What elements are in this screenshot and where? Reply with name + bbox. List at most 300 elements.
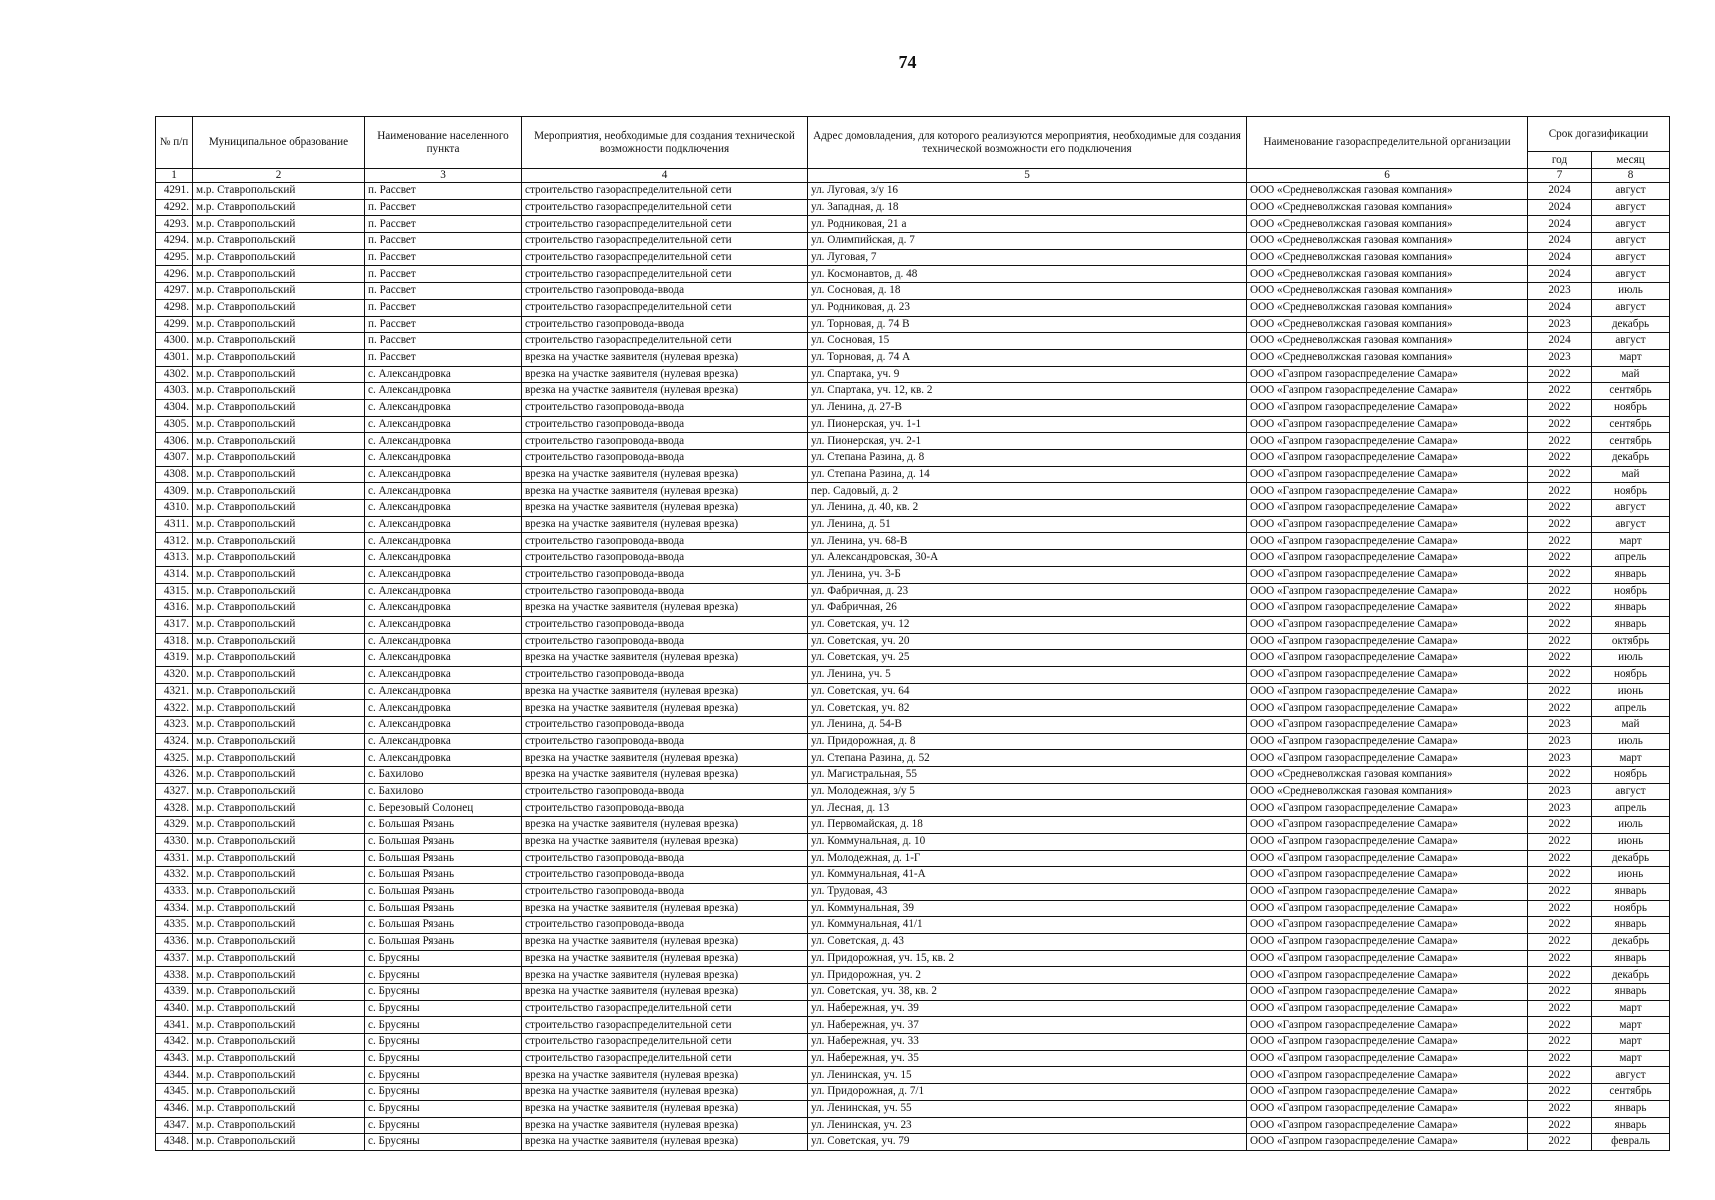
cell-year: 2023 xyxy=(1528,316,1592,333)
cell-municipality: м.р. Ставропольский xyxy=(193,416,365,433)
cell-settlement: с. Брусяны xyxy=(365,950,522,967)
table-row xyxy=(156,900,1670,917)
cell-row-number: 4326. xyxy=(156,767,193,784)
cell-year: 2022 xyxy=(1528,833,1592,850)
cell-row-number: 4313. xyxy=(156,550,193,567)
cell-measure: строительство газопровода-ввода xyxy=(522,433,808,450)
table-row xyxy=(156,566,1670,583)
cell-measure: врезка на участке заявителя (нулевая врезка) xyxy=(522,1084,808,1101)
table-row xyxy=(156,333,1670,350)
cell-row-number: 4328. xyxy=(156,800,193,817)
cell-municipality: м.р. Ставропольский xyxy=(193,450,365,467)
cell-settlement: с. Александровка xyxy=(365,366,522,383)
cell-month: сентябрь xyxy=(1592,1084,1670,1101)
cell-measure: строительство газораспределительной сети xyxy=(522,199,808,216)
cell-measure: строительство газораспределительной сети xyxy=(522,216,808,233)
cell-year: 2023 xyxy=(1528,750,1592,767)
cell-measure: строительство газораспределительной сети xyxy=(522,299,808,316)
cell-municipality: м.р. Ставропольский xyxy=(193,550,365,567)
cell-year: 2022 xyxy=(1528,1117,1592,1134)
table-row xyxy=(156,1050,1670,1067)
cell-year: 2022 xyxy=(1528,1050,1592,1067)
cell-organization: ООО «Газпром газораспределение Самара» xyxy=(1247,917,1528,934)
cell-year: 2022 xyxy=(1528,583,1592,600)
cell-settlement: с. Александровка xyxy=(365,717,522,734)
cell-organization: ООО «Газпром газораспределение Самара» xyxy=(1247,984,1528,1001)
cell-row-number: 4339. xyxy=(156,984,193,1001)
column-number: 8 xyxy=(1592,169,1670,183)
cell-municipality: м.р. Ставропольский xyxy=(193,1034,365,1051)
cell-month: январь xyxy=(1592,984,1670,1001)
cell-municipality: м.р. Ставропольский xyxy=(193,333,365,350)
cell-measure: врезка на участке заявителя (нулевая врезка) xyxy=(522,750,808,767)
cell-year: 2022 xyxy=(1528,1000,1592,1017)
cell-address: ул. Придорожная, уч. 15, кв. 2 xyxy=(808,950,1247,967)
cell-month: август xyxy=(1592,233,1670,250)
cell-row-number: 4293. xyxy=(156,216,193,233)
cell-municipality: м.р. Ставропольский xyxy=(193,366,365,383)
cell-row-number: 4341. xyxy=(156,1017,193,1034)
cell-row-number: 4301. xyxy=(156,349,193,366)
cell-address: ул. Космонавтов, д. 48 xyxy=(808,266,1247,283)
cell-municipality: м.р. Ставропольский xyxy=(193,917,365,934)
cell-measure: строительство газопровода-ввода xyxy=(522,583,808,600)
cell-month: июль xyxy=(1592,733,1670,750)
cell-address: ул. Молодежная, з/у 5 xyxy=(808,783,1247,800)
cell-month: сентябрь xyxy=(1592,416,1670,433)
cell-row-number: 4299. xyxy=(156,316,193,333)
cell-organization: ООО «Газпром газораспределение Самара» xyxy=(1247,867,1528,884)
table-row xyxy=(156,550,1670,567)
column-number-row xyxy=(156,169,1670,183)
cell-month: март xyxy=(1592,533,1670,550)
cell-measure: врезка на участке заявителя (нулевая врезка) xyxy=(522,1117,808,1134)
cell-organization: ООО «Средневолжская газовая компания» xyxy=(1247,349,1528,366)
cell-settlement: с. Александровка xyxy=(365,616,522,633)
cell-month: декабрь xyxy=(1592,967,1670,984)
cell-settlement: с. Александровка xyxy=(365,633,522,650)
cell-month: октябрь xyxy=(1592,633,1670,650)
cell-address: ул. Коммунальная, 39 xyxy=(808,900,1247,917)
cell-address: ул. Сосновая, 15 xyxy=(808,333,1247,350)
cell-row-number: 4295. xyxy=(156,249,193,266)
cell-address: ул. Советская, д. 43 xyxy=(808,933,1247,950)
cell-row-number: 4344. xyxy=(156,1067,193,1084)
cell-settlement: с. Брусяны xyxy=(365,984,522,1001)
cell-organization: ООО «Газпром газораспределение Самара» xyxy=(1247,1117,1528,1134)
cell-row-number: 4306. xyxy=(156,433,193,450)
cell-organization: ООО «Газпром газораспределение Самара» xyxy=(1247,500,1528,517)
table-row xyxy=(156,967,1670,984)
table-row xyxy=(156,266,1670,283)
cell-municipality: м.р. Ставропольский xyxy=(193,933,365,950)
table-row xyxy=(156,500,1670,517)
cell-row-number: 4312. xyxy=(156,533,193,550)
cell-settlement: с. Брусяны xyxy=(365,1050,522,1067)
cell-organization: ООО «Газпром газораспределение Самара» xyxy=(1247,683,1528,700)
cell-address: ул. Ленина, д. 27-В xyxy=(808,399,1247,416)
cell-measure: строительство газораспределительной сети xyxy=(522,249,808,266)
cell-month: январь xyxy=(1592,566,1670,583)
cell-row-number: 4337. xyxy=(156,950,193,967)
cell-organization: ООО «Средневолжская газовая компания» xyxy=(1247,183,1528,200)
cell-year: 2022 xyxy=(1528,450,1592,467)
cell-address: ул. Ленинская, уч. 15 xyxy=(808,1067,1247,1084)
cell-address: ул. Ленина, д. 51 xyxy=(808,516,1247,533)
cell-municipality: м.р. Ставропольский xyxy=(193,1084,365,1101)
table-row xyxy=(156,883,1670,900)
cell-measure: врезка на участке заявителя (нулевая врезка) xyxy=(522,817,808,834)
cell-measure: строительство газопровода-ввода xyxy=(522,717,808,734)
cell-measure: врезка на участке заявителя (нулевая врезка) xyxy=(522,1100,808,1117)
cell-year: 2024 xyxy=(1528,299,1592,316)
cell-organization: ООО «Средневолжская газовая компания» xyxy=(1247,233,1528,250)
cell-municipality: м.р. Ставропольский xyxy=(193,433,365,450)
cell-settlement: с. Александровка xyxy=(365,399,522,416)
cell-row-number: 4310. xyxy=(156,500,193,517)
cell-organization: ООО «Средневолжская газовая компания» xyxy=(1247,299,1528,316)
cell-year: 2022 xyxy=(1528,633,1592,650)
cell-address: ул. Придорожная, д. 8 xyxy=(808,733,1247,750)
cell-address: ул. Придорожная, уч. 2 xyxy=(808,967,1247,984)
cell-month: сентябрь xyxy=(1592,383,1670,400)
cell-measure: строительство газопровода-ввода xyxy=(522,733,808,750)
cell-year: 2022 xyxy=(1528,399,1592,416)
cell-address: ул. Торновая, д. 74 В xyxy=(808,316,1247,333)
table-row xyxy=(156,299,1670,316)
cell-municipality: м.р. Ставропольский xyxy=(193,566,365,583)
table-row xyxy=(156,933,1670,950)
cell-measure: врезка на участке заявителя (нулевая врезка) xyxy=(522,900,808,917)
cell-month: ноябрь xyxy=(1592,583,1670,600)
cell-settlement: с. Брусяны xyxy=(365,1000,522,1017)
cell-row-number: 4320. xyxy=(156,666,193,683)
cell-municipality: м.р. Ставропольский xyxy=(193,1000,365,1017)
table-body xyxy=(156,183,1670,1151)
cell-organization: ООО «Газпром газораспределение Самара» xyxy=(1247,366,1528,383)
cell-year: 2023 xyxy=(1528,283,1592,300)
cell-month: август xyxy=(1592,500,1670,517)
header-year: год xyxy=(1528,152,1592,169)
cell-row-number: 4291. xyxy=(156,183,193,200)
table-row xyxy=(156,750,1670,767)
column-number: 3 xyxy=(365,169,522,183)
table-row xyxy=(156,867,1670,884)
table-row xyxy=(156,950,1670,967)
cell-organization: ООО «Газпром газораспределение Самара» xyxy=(1247,817,1528,834)
cell-settlement: с. Большая Рязань xyxy=(365,867,522,884)
cell-organization: ООО «Газпром газораспределение Самара» xyxy=(1247,750,1528,767)
cell-settlement: с. Александровка xyxy=(365,733,522,750)
table-row xyxy=(156,683,1670,700)
cell-organization: ООО «Газпром газораспределение Самара» xyxy=(1247,850,1528,867)
cell-municipality: м.р. Ставропольский xyxy=(193,733,365,750)
table-row xyxy=(156,1067,1670,1084)
cell-municipality: м.р. Ставропольский xyxy=(193,1017,365,1034)
cell-municipality: м.р. Ставропольский xyxy=(193,750,365,767)
cell-measure: строительство газораспределительной сети xyxy=(522,1000,808,1017)
cell-row-number: 4315. xyxy=(156,583,193,600)
cell-municipality: м.р. Ставропольский xyxy=(193,249,365,266)
cell-address: ул. Придорожная, д. 7/1 xyxy=(808,1084,1247,1101)
cell-municipality: м.р. Ставропольский xyxy=(193,483,365,500)
cell-settlement: с. Александровка xyxy=(365,700,522,717)
cell-settlement: с. Александровка xyxy=(365,550,522,567)
cell-measure: строительство газопровода-ввода xyxy=(522,399,808,416)
cell-month: январь xyxy=(1592,600,1670,617)
cell-organization: ООО «Газпром газораспределение Самара» xyxy=(1247,883,1528,900)
cell-month: ноябрь xyxy=(1592,767,1670,784)
cell-year: 2022 xyxy=(1528,550,1592,567)
cell-organization: ООО «Средневолжская газовая компания» xyxy=(1247,316,1528,333)
cell-municipality: м.р. Ставропольский xyxy=(193,316,365,333)
cell-settlement: п. Рассвет xyxy=(365,216,522,233)
cell-measure: врезка на участке заявителя (нулевая врезка) xyxy=(522,483,808,500)
cell-settlement: с. Александровка xyxy=(365,650,522,667)
cell-year: 2022 xyxy=(1528,383,1592,400)
header-municipality: Муниципальное образование xyxy=(193,117,365,169)
cell-measure: врезка на участке заявителя (нулевая врезка) xyxy=(522,466,808,483)
cell-year: 2022 xyxy=(1528,500,1592,517)
cell-row-number: 4334. xyxy=(156,900,193,917)
cell-municipality: м.р. Ставропольский xyxy=(193,516,365,533)
cell-month: январь xyxy=(1592,950,1670,967)
cell-year: 2022 xyxy=(1528,466,1592,483)
cell-municipality: м.р. Ставропольский xyxy=(193,633,365,650)
cell-month: апрель xyxy=(1592,700,1670,717)
cell-address: ул. Набережная, уч. 35 xyxy=(808,1050,1247,1067)
cell-address: ул. Советская, уч. 12 xyxy=(808,616,1247,633)
cell-measure: строительство газопровода-ввода xyxy=(522,450,808,467)
cell-month: март xyxy=(1592,349,1670,366)
table-row xyxy=(156,600,1670,617)
table-row xyxy=(156,1000,1670,1017)
cell-address: ул. Магистральная, 55 xyxy=(808,767,1247,784)
table-row xyxy=(156,366,1670,383)
cell-settlement: п. Рассвет xyxy=(365,316,522,333)
cell-measure: строительство газораспределительной сети xyxy=(522,1017,808,1034)
cell-measure: врезка на участке заявителя (нулевая врезка) xyxy=(522,833,808,850)
cell-measure: врезка на участке заявителя (нулевая врезка) xyxy=(522,1067,808,1084)
gasification-table xyxy=(155,116,1670,1151)
cell-row-number: 4331. xyxy=(156,850,193,867)
cell-address: ул. Советская, уч. 38, кв. 2 xyxy=(808,984,1247,1001)
cell-address: ул. Коммунальная, 41/1 xyxy=(808,917,1247,934)
cell-settlement: с. Брусяны xyxy=(365,1084,522,1101)
cell-municipality: м.р. Ставропольский xyxy=(193,800,365,817)
cell-organization: ООО «Газпром газораспределение Самара» xyxy=(1247,733,1528,750)
cell-year: 2022 xyxy=(1528,900,1592,917)
cell-municipality: м.р. Ставропольский xyxy=(193,533,365,550)
cell-row-number: 4338. xyxy=(156,967,193,984)
cell-organization: ООО «Газпром газораспределение Самара» xyxy=(1247,1017,1528,1034)
cell-organization: ООО «Газпром газораспределение Самара» xyxy=(1247,1100,1528,1117)
cell-municipality: м.р. Ставропольский xyxy=(193,1050,365,1067)
cell-month: ноябрь xyxy=(1592,666,1670,683)
cell-municipality: м.р. Ставропольский xyxy=(193,183,365,200)
column-number: 4 xyxy=(522,169,808,183)
cell-settlement: с. Бахилово xyxy=(365,783,522,800)
cell-year: 2022 xyxy=(1528,767,1592,784)
cell-settlement: с. Большая Рязань xyxy=(365,883,522,900)
cell-address: ул. Спартака, уч. 9 xyxy=(808,366,1247,383)
cell-address: ул. Западная, д. 18 xyxy=(808,199,1247,216)
cell-address: ул. Коммунальная, д. 10 xyxy=(808,833,1247,850)
table-row xyxy=(156,349,1670,366)
table-row xyxy=(156,533,1670,550)
cell-month: март xyxy=(1592,1034,1670,1051)
header-organization: Наименование газораспределительной организации xyxy=(1247,117,1528,169)
cell-year: 2024 xyxy=(1528,183,1592,200)
cell-row-number: 4319. xyxy=(156,650,193,667)
cell-row-number: 4332. xyxy=(156,867,193,884)
cell-address: ул. Советская, уч. 79 xyxy=(808,1134,1247,1151)
cell-measure: строительство газораспределительной сети xyxy=(522,233,808,250)
cell-municipality: м.р. Ставропольский xyxy=(193,1067,365,1084)
cell-settlement: с. Большая Рязань xyxy=(365,933,522,950)
cell-row-number: 4304. xyxy=(156,399,193,416)
cell-settlement: с. Александровка xyxy=(365,483,522,500)
table-row xyxy=(156,583,1670,600)
cell-year: 2022 xyxy=(1528,1017,1592,1034)
cell-organization: ООО «Средневолжская газовая компания» xyxy=(1247,783,1528,800)
cell-year: 2024 xyxy=(1528,266,1592,283)
table-row xyxy=(156,216,1670,233)
cell-measure: строительство газопровода-ввода xyxy=(522,616,808,633)
cell-organization: ООО «Средневолжская газовая компания» xyxy=(1247,266,1528,283)
column-number: 5 xyxy=(808,169,1247,183)
cell-organization: ООО «Средневолжская газовая компания» xyxy=(1247,216,1528,233)
cell-measure: врезка на участке заявителя (нулевая врезка) xyxy=(522,600,808,617)
cell-municipality: м.р. Ставропольский xyxy=(193,984,365,1001)
table-row xyxy=(156,733,1670,750)
cell-measure: врезка на участке заявителя (нулевая врезка) xyxy=(522,700,808,717)
cell-measure: строительство газопровода-ввода xyxy=(522,783,808,800)
cell-year: 2024 xyxy=(1528,216,1592,233)
cell-address: ул. Ленина, уч. 3-Б xyxy=(808,566,1247,583)
cell-organization: ООО «Средневолжская газовая компания» xyxy=(1247,767,1528,784)
cell-settlement: п. Рассвет xyxy=(365,266,522,283)
cell-measure: врезка на участке заявителя (нулевая врезка) xyxy=(522,650,808,667)
cell-year: 2022 xyxy=(1528,1100,1592,1117)
cell-month: март xyxy=(1592,750,1670,767)
cell-organization: ООО «Газпром газораспределение Самара» xyxy=(1247,833,1528,850)
table-row xyxy=(156,399,1670,416)
cell-year: 2023 xyxy=(1528,717,1592,734)
cell-settlement: с. Брусяны xyxy=(365,967,522,984)
cell-settlement: с. Брусяны xyxy=(365,1134,522,1151)
table-row xyxy=(156,717,1670,734)
table-row xyxy=(156,450,1670,467)
cell-organization: ООО «Газпром газораспределение Самара» xyxy=(1247,950,1528,967)
cell-municipality: м.р. Ставропольский xyxy=(193,967,365,984)
cell-organization: ООО «Газпром газораспределение Самара» xyxy=(1247,900,1528,917)
cell-address: ул. Олимпийская, д. 7 xyxy=(808,233,1247,250)
table-row xyxy=(156,833,1670,850)
cell-year: 2024 xyxy=(1528,333,1592,350)
cell-address: ул. Александровская, 30-А xyxy=(808,550,1247,567)
table-row xyxy=(156,817,1670,834)
cell-organization: ООО «Средневолжская газовая компания» xyxy=(1247,283,1528,300)
cell-measure: строительство газопровода-ввода xyxy=(522,283,808,300)
cell-row-number: 4318. xyxy=(156,633,193,650)
cell-municipality: м.р. Ставропольский xyxy=(193,867,365,884)
column-number: 1 xyxy=(156,169,193,183)
cell-row-number: 4340. xyxy=(156,1000,193,1017)
cell-address: ул. Молодежная, д. 1-Г xyxy=(808,850,1247,867)
cell-row-number: 4311. xyxy=(156,516,193,533)
cell-municipality: м.р. Ставропольский xyxy=(193,1117,365,1134)
cell-settlement: с. Александровка xyxy=(365,566,522,583)
cell-month: май xyxy=(1592,466,1670,483)
cell-row-number: 4325. xyxy=(156,750,193,767)
cell-municipality: м.р. Ставропольский xyxy=(193,683,365,700)
table-row xyxy=(156,199,1670,216)
cell-measure: врезка на участке заявителя (нулевая врезка) xyxy=(522,366,808,383)
cell-address: ул. Советская, уч. 20 xyxy=(808,633,1247,650)
cell-settlement: п. Рассвет xyxy=(365,249,522,266)
cell-year: 2022 xyxy=(1528,650,1592,667)
cell-measure: врезка на участке заявителя (нулевая врезка) xyxy=(522,383,808,400)
cell-row-number: 4302. xyxy=(156,366,193,383)
cell-organization: ООО «Газпром газораспределение Самара» xyxy=(1247,650,1528,667)
cell-address: ул. Торновая, д. 74 А xyxy=(808,349,1247,366)
table-row xyxy=(156,516,1670,533)
cell-organization: ООО «Газпром газораспределение Самара» xyxy=(1247,1000,1528,1017)
cell-settlement: с. Брусяны xyxy=(365,1067,522,1084)
cell-municipality: м.р. Ставропольский xyxy=(193,833,365,850)
cell-year: 2022 xyxy=(1528,1084,1592,1101)
cell-settlement: п. Рассвет xyxy=(365,199,522,216)
cell-row-number: 4333. xyxy=(156,883,193,900)
cell-row-number: 4342. xyxy=(156,1034,193,1051)
table-row xyxy=(156,767,1670,784)
cell-measure: строительство газораспределительной сети xyxy=(522,1050,808,1067)
cell-address: пер. Садовый, д. 2 xyxy=(808,483,1247,500)
table-row xyxy=(156,283,1670,300)
cell-settlement: п. Рассвет xyxy=(365,233,522,250)
cell-address: ул. Набережная, уч. 39 xyxy=(808,1000,1247,1017)
cell-measure: строительство газопровода-ввода xyxy=(522,416,808,433)
cell-year: 2023 xyxy=(1528,733,1592,750)
cell-year: 2022 xyxy=(1528,516,1592,533)
cell-row-number: 4314. xyxy=(156,566,193,583)
cell-month: август xyxy=(1592,216,1670,233)
table-row xyxy=(156,383,1670,400)
cell-municipality: м.р. Ставропольский xyxy=(193,850,365,867)
cell-measure: врезка на участке заявителя (нулевая врезка) xyxy=(522,950,808,967)
cell-address: ул. Луговая, з/у 16 xyxy=(808,183,1247,200)
cell-year: 2022 xyxy=(1528,1067,1592,1084)
cell-settlement: с. Александровка xyxy=(365,433,522,450)
cell-year: 2022 xyxy=(1528,566,1592,583)
table-row xyxy=(156,616,1670,633)
cell-month: август xyxy=(1592,183,1670,200)
cell-month: август xyxy=(1592,249,1670,266)
cell-measure: строительство газопровода-ввода xyxy=(522,533,808,550)
cell-address: ул. Сосновая, д. 18 xyxy=(808,283,1247,300)
table-row xyxy=(156,316,1670,333)
table-row xyxy=(156,783,1670,800)
cell-month: сентябрь xyxy=(1592,433,1670,450)
cell-settlement: с. Александровка xyxy=(365,500,522,517)
cell-row-number: 4327. xyxy=(156,783,193,800)
cell-municipality: м.р. Ставропольский xyxy=(193,1134,365,1151)
cell-month: июль xyxy=(1592,283,1670,300)
cell-settlement: п. Рассвет xyxy=(365,283,522,300)
table-row xyxy=(156,433,1670,450)
cell-address: ул. Родниковая, 21 а xyxy=(808,216,1247,233)
